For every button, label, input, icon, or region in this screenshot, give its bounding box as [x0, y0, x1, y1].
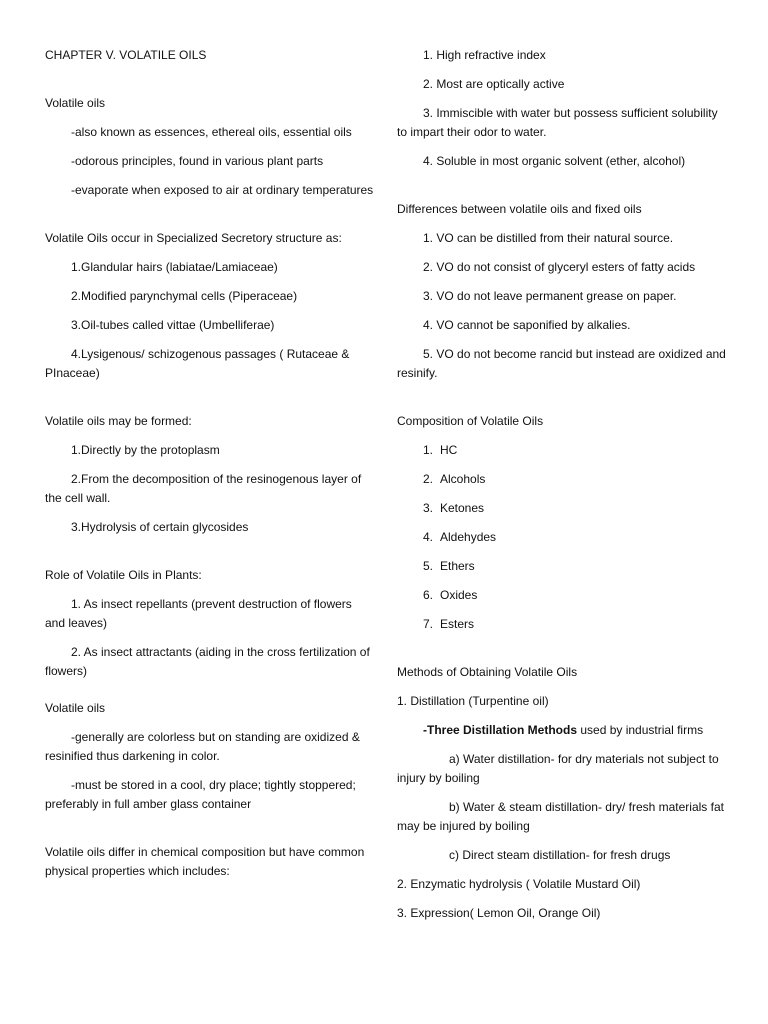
- difference-item-3: 3. VO do not leave permanent grease on paper.: [423, 289, 677, 303]
- vo2-point-2: -must be stored in a cool, dry place; tightly stoppered; preferably in full amber glass container: [45, 778, 356, 811]
- three-methods-line: [397, 721, 727, 740]
- occurrence-item-1: 1.Glandular hairs (labiatae/Lamiaceae): [71, 260, 278, 274]
- volatile-oils-heading-2: Volatile oils: [45, 701, 106, 715]
- vo-point-2: -odorous principles, found in various plant parts: [71, 154, 324, 168]
- difference-item-4: 4. VO cannot be saponified by alkalies.: [423, 318, 631, 332]
- formation-item-2: 2.From the decomposition of the resinogenous layer of the cell wall.: [45, 472, 362, 505]
- methods-heading: Methods of Obtaining Volatile Oils: [397, 665, 578, 679]
- list-item: [397, 441, 727, 460]
- item-number: 5.: [423, 559, 434, 573]
- vo2-point-1: -generally are colorless but on standing are oxidized & resinified thus darkening in color.: [45, 730, 360, 763]
- composition-list: [397, 441, 727, 634]
- item-text: HC: [440, 443, 458, 457]
- distillation-item-c: c) Direct steam distillation- for fresh drugs: [449, 848, 671, 862]
- method-enzymatic: 2. Enzymatic hydrolysis ( Volatile Mustard Oil): [397, 877, 641, 891]
- item-text: Oxides: [440, 588, 478, 602]
- list-item: [397, 557, 727, 576]
- item-text: Ketones: [440, 501, 485, 515]
- role-item-2: 2. As insect attractants (aiding in the cross fertilization of flowers): [45, 645, 370, 678]
- volatile-oils-heading: Volatile oils: [45, 96, 106, 110]
- formation-item-1: 1.Directly by the protoplasm: [71, 443, 220, 457]
- list-item: [397, 586, 727, 605]
- item-number: 6.: [423, 588, 434, 602]
- occurrence-heading: Volatile Oils occur in Specialized Secretory structure as:: [45, 231, 342, 245]
- property-3: 3. Immiscible with water but possess sufficient solubility to impart their odor to water.: [397, 106, 718, 139]
- formation-heading: Volatile oils may be formed:: [45, 414, 192, 428]
- role-heading: Role of Volatile Oils in Plants:: [45, 568, 202, 582]
- three-methods-bold: -Three Distillation Methods: [423, 723, 578, 737]
- occurrence-item-3: 3.Oil-tubes called vittae (Umbelliferae): [71, 318, 275, 332]
- difference-item-2: 2. VO do not consist of glyceryl esters of fatty acids: [423, 260, 696, 274]
- distillation-item-b: b) Water & steam distillation- dry/ fresh materials fat may be injured by boiling: [397, 800, 724, 833]
- item-number: 4.: [423, 530, 434, 544]
- property-4: 4. Soluble in most organic solvent (ether, alcohol): [423, 154, 686, 168]
- differ-paragraph: Volatile oils differ in chemical composition but have common physical properties which includes:: [45, 845, 365, 878]
- three-methods-rest: used by industrial firms: [577, 723, 704, 737]
- chapter-title: CHAPTER V. VOLATILE OILS: [45, 48, 207, 62]
- list-item: [397, 615, 727, 634]
- item-text: Ethers: [440, 559, 475, 573]
- occurrence-item-4: 4.Lysigenous/ schizogenous passages ( Rutaceae & PInaceae): [45, 347, 350, 380]
- item-number: 7.: [423, 617, 434, 631]
- list-item: [397, 499, 727, 518]
- right-column: [397, 46, 727, 933]
- composition-heading: Composition of Volatile Oils: [397, 414, 544, 428]
- item-number: 3.: [423, 501, 434, 515]
- left-column: [45, 46, 375, 891]
- role-item-1: 1. As insect repellants (prevent destruction of flowers and leaves): [45, 597, 352, 630]
- property-1: 1. High refractive index: [423, 48, 546, 62]
- vo-point-1: -also known as essences, ethereal oils, essential oils: [71, 125, 352, 139]
- method-expression: 3. Expression( Lemon Oil, Orange Oil): [397, 906, 601, 920]
- item-text: Alcohols: [440, 472, 486, 486]
- list-item: [397, 470, 727, 489]
- differences-heading: Differences between volatile oils and fixed oils: [397, 202, 642, 216]
- item-text: Esters: [440, 617, 475, 631]
- occurrence-item-2: 2.Modified parynchymal cells (Piperaceae): [71, 289, 298, 303]
- property-2: 2. Most are optically active: [423, 77, 565, 91]
- item-text: Aldehydes: [440, 530, 497, 544]
- difference-item-5: 5. VO do not become rancid but instead are oxidized and resinify.: [397, 347, 726, 380]
- item-number: 2.: [423, 472, 434, 486]
- vo-point-3: -evaporate when exposed to air at ordinary temperatures: [71, 183, 374, 197]
- difference-item-1: 1. VO can be distilled from their natural source.: [423, 231, 674, 245]
- distillation-item-a: a) Water distillation- for dry materials not subject to injury by boiling: [397, 752, 719, 785]
- method-distillation: 1. Distillation (Turpentine oil): [397, 694, 549, 708]
- formation-item-3: 3.Hydrolysis of certain glycosides: [71, 520, 249, 534]
- list-item: [397, 528, 727, 547]
- item-number: 1.: [423, 443, 434, 457]
